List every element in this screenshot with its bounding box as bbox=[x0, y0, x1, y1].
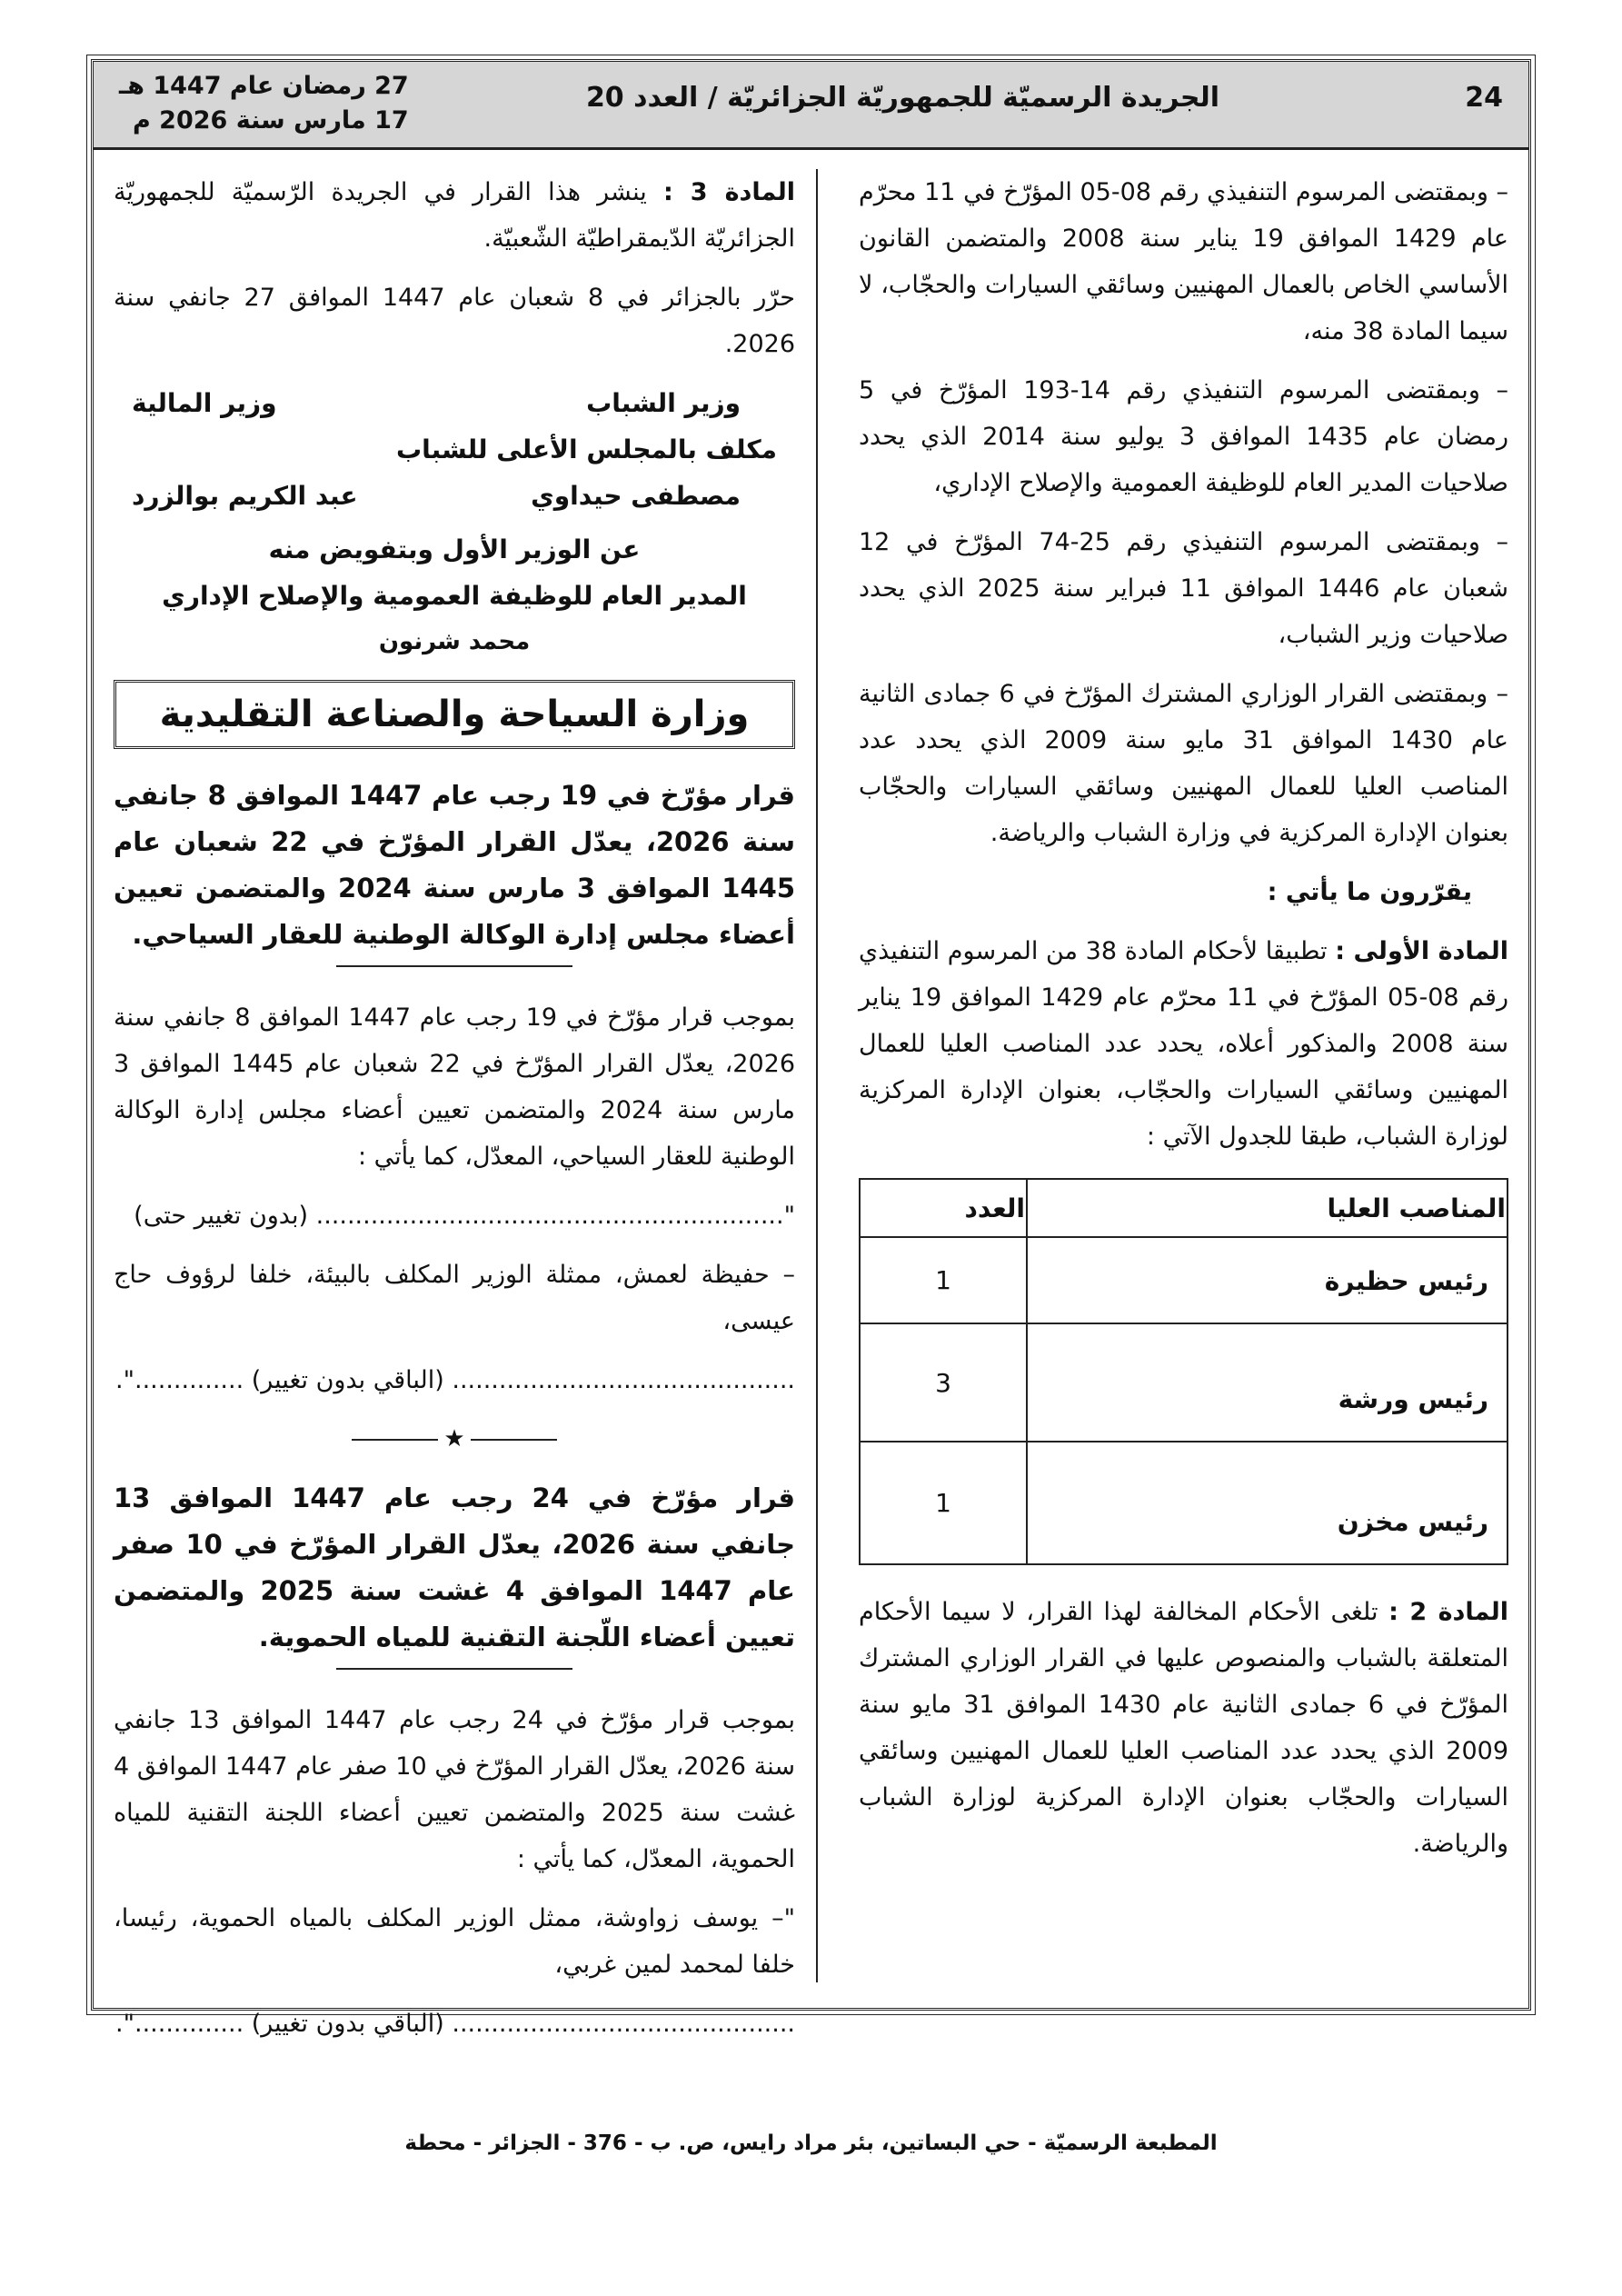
decision-line: – حفيظة لعمش، ممثلة الوزير المكلف بالبيئة، خلفا لرؤوف حاج عيسى، bbox=[114, 1261, 795, 1335]
signatory-name: مصطفى حيداوي bbox=[531, 481, 741, 511]
page-footer: المطبعة الرسميّة - حي البساتين، بئر مراد رايس، ص. ب - 376 - الجزائر - محطة bbox=[404, 2131, 1218, 2155]
table-row bbox=[860, 1442, 1508, 1564]
table-header-row bbox=[860, 1179, 1508, 1237]
decision-line: "............................................................ (بدون تغيير حتى) bbox=[134, 1202, 795, 1230]
decision-line: ............................................ (الباقي بدون تغيير) ..............". bbox=[115, 1366, 795, 1394]
decision-line: ............................................ (الباقي بدون تغيير) ..............". bbox=[115, 2010, 795, 2038]
decision-title: قرار مؤرّخ في 19 رجب عام 1447 الموافق 8 جانفي سنة 2026، يعدّل القرار المؤرّخ في 22 شعبان عام 1445 الموافق 3 مارس سنة 2024 والمتضمن تعيين أعضاء مجلس إدارة الوكالة الوطنية للعقار السياحي. bbox=[114, 780, 795, 950]
decision-body: بموجب قرار مؤرّخ في 19 رجب عام 1447 الموافق 8 جانفي سنة 2026، يعدّل القرار المؤرّخ في 22 شعبان عام 1445 الموافق 3 مارس سنة 2024 والمتضمن تعيين أعضاء مجلس إدارة الوكالة الوطنية للعقار السياحي، المعدّل، كما يأتي : bbox=[114, 1003, 795, 1171]
signatory-subtitle: مكلف بالمجلس الأعلى للشباب bbox=[396, 434, 777, 464]
left-column bbox=[114, 169, 795, 2060]
signature-row bbox=[114, 473, 795, 519]
delegation: عن الوزير الأول وبتفويض منه bbox=[268, 534, 641, 564]
table-cell-position: رئيس مخزن bbox=[1027, 1442, 1508, 1564]
right-column bbox=[859, 169, 1508, 1880]
signatory-name: عبد الكريم بوالزرد bbox=[132, 481, 358, 511]
table-cell-position: رئيس حظيرة bbox=[1027, 1237, 1508, 1323]
article-label: المادة الأولى : bbox=[1335, 937, 1509, 965]
table-header: العدد bbox=[860, 1179, 1027, 1237]
signature-row bbox=[114, 380, 795, 426]
separator-line bbox=[336, 965, 572, 967]
ministry-heading: وزارة السياحة والصناعة التقليدية bbox=[114, 680, 795, 749]
consideration: – وبمقتضى المرسوم التنفيذي رقم 14-193 المؤرّخ في 5 رمضان عام 1435 الموافق 3 يوليو سنة 2014 الذي يحدد صلاحيات المدير العام للوظيفة العمومية والإصلاح الإداري، bbox=[859, 376, 1508, 497]
signatory-title: وزير الشباب bbox=[586, 388, 741, 418]
table-cell-count: 1 bbox=[860, 1442, 1027, 1564]
decision-body: بموجب قرار مؤرّخ في 24 رجب عام 1447 الموافق 13 جانفي سنة 2026، يعدّل القرار المؤرّخ في 10 صفر عام 1447 الموافق 4 غشت سنة 2025 والمتضمن تعيين أعضاء اللجنة التقنية للمياه الحموية، المعدّل، كما يأتي : bbox=[114, 1706, 795, 1873]
done-at: حرّر بالجزائر في 8 شعبان عام 1447 الموافق 27 جانفي سنة 2026. bbox=[114, 284, 795, 358]
page-frame bbox=[91, 59, 1531, 2038]
decision-line: "– يوسف زواوشة، ممثل الوزير المكلف بالمياه الحموية، رئيسا، خلفا لمحمد لمين غربي، bbox=[114, 1904, 795, 1979]
column-divider bbox=[816, 169, 818, 1982]
gazette-title: الجريدة الرسميّة للجمهوريّة الجزائريّة / العدد 20 bbox=[585, 82, 1219, 114]
article-2 bbox=[859, 1589, 1508, 1867]
signatory-name: محمد شرنون bbox=[378, 628, 531, 655]
table-header: المناصب العليا bbox=[1027, 1179, 1508, 1237]
consideration: – وبمقتضى القرار الوزاري المشترك المؤرّخ في 6 جمادى الثانية عام 1430 الموافق 31 مايو سنة 2009 الذي يحدد عدد المناصب العليا للعمال المهنيين وسائقي السيارات والحجّاب بعنوان الإدارة المركزية في وزارة الشباب والرياضة. bbox=[859, 680, 1508, 847]
issue-date bbox=[119, 69, 409, 138]
article-text: ينشر هذا القرار في الجريدة الرّسميّة للجمهوريّة الجزائريّة الدّيمقراطيّة الشّعبيّة. bbox=[114, 178, 795, 253]
star-icon: ★ bbox=[443, 1425, 465, 1452]
table-cell-count: 3 bbox=[860, 1323, 1027, 1442]
page-number: 24 bbox=[1465, 82, 1503, 114]
date-gregorian: 17 مارس سنة 2026 م bbox=[132, 106, 409, 135]
decision-title: قرار مؤرّخ في 24 رجب عام 1447 الموافق 13 جانفي سنة 2026، يعدّل القرار المؤرّخ في 10 صفر عام 1447 الموافق 4 غشت سنة 2025 والمتضمن تعيين أعضاء اللّجنة التقنية للمياه الحموية. bbox=[114, 1482, 796, 1652]
article-label: المادة 2 : bbox=[1388, 1598, 1509, 1626]
article-3 bbox=[114, 169, 795, 262]
signatory-title: وزير المالية bbox=[132, 388, 277, 418]
star-separator bbox=[114, 1416, 795, 1462]
consideration: – وبمقتضى المرسوم التنفيذي رقم 25-74 المؤرّخ في 12 شعبان عام 1446 الموافق 11 فبراير سنة 2025 الذي يحدد صلاحيات وزير الشباب، bbox=[859, 528, 1508, 649]
article-1 bbox=[859, 928, 1508, 1160]
date-hijri: 27 رمضان عام 1447 هـ bbox=[119, 72, 409, 100]
positions-table bbox=[859, 1178, 1508, 1565]
table-cell-position: رئيس ورشة bbox=[1027, 1323, 1508, 1442]
signatory-title: المدير العام للوظيفة العمومية والإصلاح الإداري bbox=[162, 581, 747, 611]
table-row bbox=[860, 1323, 1508, 1442]
table-row bbox=[860, 1237, 1508, 1323]
consideration: – وبمقتضى المرسوم التنفيذي رقم 08-05 المؤرّخ في 11 محرّم عام 1429 الموافق 19 يناير سنة 2008 والمتضمن القانون الأساسي الخاص بالعمال المهنيين وسائقي السيارات والحجّاب، لا سيما المادة 38 منه، bbox=[859, 178, 1509, 345]
article-text: تلغى الأحكام المخالفة لهذا القرار، لا سيما الأحكام المتعلقة بالشباب والمنصوص عليها في القرار الوزاري المشترك المؤرّخ في 6 جمادى الثانية عام 1430 الموافق 31 مايو سنة 2009 الذي يحدد عدد المناصب العليا للعمال المهنيين وسائقي السيارات والحجّاب بعنوان الإدارة المركزية لوزارة الشباب والرياضة. bbox=[859, 1598, 1508, 1858]
separator-line bbox=[336, 1668, 572, 1670]
article-text: تطبيقا لأحكام المادة 38 من المرسوم التنفيذي رقم 08-05 المؤرّخ في 11 محرّم عام 1429 الموافق 19 يناير سنة 2008 والمذكور أعلاه، يحدد عدد المناصب العليا للعمال المهنيين وسائقي السيارات والحجّاب، بعنوان الإدارة المركزية لوزارة الشباب، طبقا للجدول الآتي : bbox=[859, 937, 1508, 1151]
table-cell-count: 1 bbox=[860, 1237, 1027, 1323]
decides-heading: يقرّرون ما يأتي : bbox=[1267, 878, 1472, 906]
page-header bbox=[94, 62, 1528, 150]
article-label: المادة 3 : bbox=[662, 178, 795, 206]
